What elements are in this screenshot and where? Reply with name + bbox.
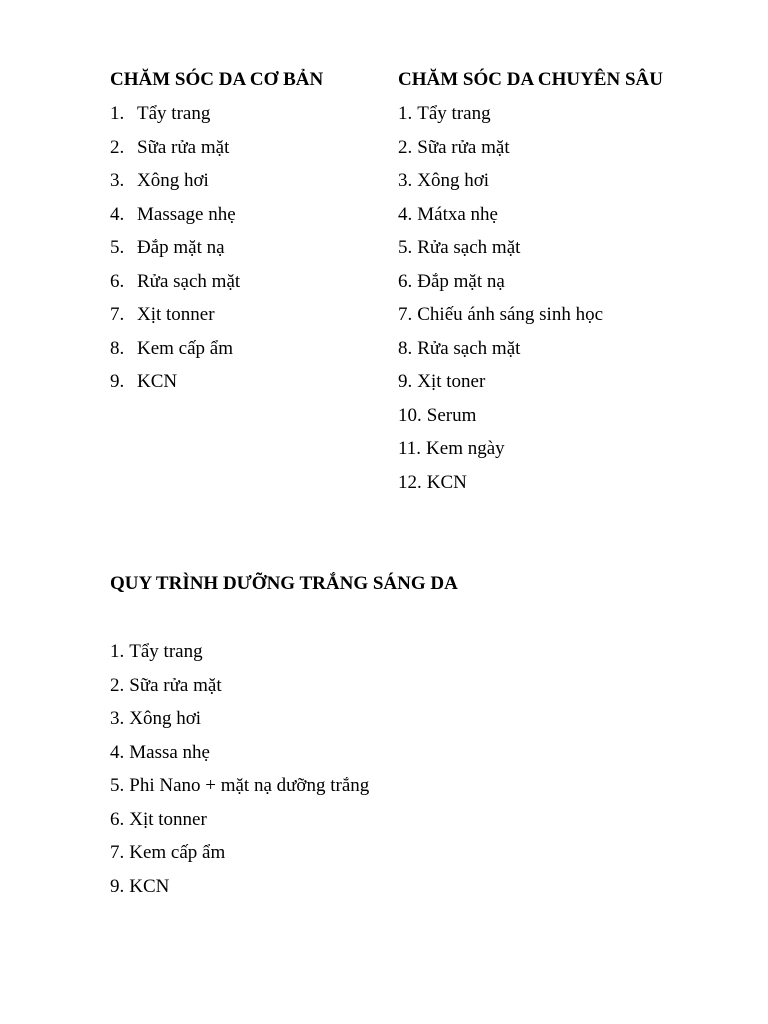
list-item <box>110 641 369 675</box>
list-item-number: 9. <box>398 371 413 392</box>
list-item <box>110 371 240 405</box>
list-item-number: 2. <box>110 136 125 158</box>
list-item-number: 1. <box>398 103 413 124</box>
list-item-text: KCN <box>129 875 170 897</box>
list-item <box>110 237 240 271</box>
list-item <box>110 675 369 709</box>
list-item-number: 2. <box>110 674 125 696</box>
list-item-number: 4. <box>110 203 125 225</box>
list-item-number: 1. <box>110 103 125 124</box>
list-item-number: 11. <box>398 438 422 459</box>
list-item-number: 2. <box>398 136 413 158</box>
list-item <box>398 137 603 171</box>
list-item-text: Serum <box>426 404 477 426</box>
list-item-text: Sữa rửa mặt <box>417 136 510 158</box>
list-item <box>110 842 369 876</box>
list-item <box>110 809 369 843</box>
basic-care-heading: CHĂM SÓC DA CƠ BẢN <box>110 69 324 90</box>
list-item <box>110 708 369 742</box>
list-item <box>398 472 603 506</box>
list-item-text: Mátxa nhẹ <box>417 203 498 225</box>
list-item <box>110 137 240 171</box>
list-item-number: 7. <box>110 842 125 863</box>
basic-care-list <box>110 103 240 405</box>
list-item-text: Massa nhẹ <box>129 741 210 763</box>
list-item-number: 9. <box>110 371 125 392</box>
list-item <box>398 438 603 472</box>
list-item <box>110 103 240 137</box>
list-item-text: Xông hơi <box>129 708 202 729</box>
list-item-number: 6. <box>110 808 125 830</box>
list-item-text: Rửa sạch mặt <box>417 337 521 359</box>
list-item-text: Tẩy trang <box>137 103 211 124</box>
list-item-text: Tẩy trang <box>129 641 203 662</box>
list-item-text: Sữa rửa mặt <box>129 674 222 696</box>
list-item-number: 7. <box>110 304 125 325</box>
list-item-text: Xịt tonner <box>137 304 215 325</box>
list-item-number: 8. <box>110 337 125 359</box>
list-item-text: Tẩy trang <box>417 103 491 124</box>
list-item-text: Sữa rửa mặt <box>137 136 230 158</box>
list-item-number: 5. <box>110 775 125 796</box>
list-item-text: Phi Nano + mặt nạ dưỡng trắng <box>129 775 370 796</box>
list-item-number: 4. <box>398 203 413 225</box>
list-item-text: Massage nhẹ <box>137 203 236 225</box>
list-item-number: 4. <box>110 741 125 763</box>
list-item-number: 5. <box>110 237 125 258</box>
list-item <box>110 170 240 204</box>
list-item <box>398 271 603 305</box>
list-item-text: Xịt toner <box>417 371 486 392</box>
list-item-text: Đắp mặt nạ <box>137 237 225 258</box>
list-item-number: 7. <box>398 304 413 325</box>
whitening-list <box>110 641 369 909</box>
list-item-text: Rửa sạch mặt <box>137 270 241 292</box>
list-item <box>110 338 240 372</box>
list-item <box>398 338 603 372</box>
list-item-text: Xông hơi <box>417 170 490 191</box>
deep-care-list <box>398 103 603 505</box>
list-item <box>110 742 369 776</box>
list-item-number: 9. <box>110 875 125 897</box>
list-item <box>398 170 603 204</box>
list-item-number: 8. <box>398 337 413 359</box>
deep-care-heading: CHĂM SÓC DA CHUYÊN SÂU <box>398 69 663 90</box>
list-item-number: 10. <box>398 404 422 426</box>
list-item-number: 3. <box>398 170 413 191</box>
list-item-number: 3. <box>110 170 125 191</box>
list-item <box>110 204 240 238</box>
list-item-number: 1. <box>110 641 125 662</box>
list-item-number: 12. <box>398 471 422 493</box>
list-item <box>398 103 603 137</box>
list-item <box>110 271 240 305</box>
list-item-text: Rửa sạch mặt <box>417 237 521 258</box>
list-item-text: Đắp mặt nạ <box>417 270 505 292</box>
list-item <box>398 405 603 439</box>
list-item-text: Xông hơi <box>137 170 209 191</box>
list-item-number: 5. <box>398 237 413 258</box>
list-item-number: 3. <box>110 708 125 729</box>
list-item-text: KCN <box>426 471 467 493</box>
list-item <box>398 204 603 238</box>
list-item <box>398 304 603 338</box>
list-item-text: Kem ngày <box>426 438 505 459</box>
list-item-number: 6. <box>398 270 413 292</box>
whitening-heading: QUY TRÌNH DƯỠNG TRẮNG SÁNG DA <box>110 573 458 594</box>
list-item-text: Chiếu ánh sáng sinh học <box>417 304 604 325</box>
list-item-text: Kem cấp ẩm <box>129 842 226 863</box>
list-item <box>110 775 369 809</box>
list-item <box>398 237 603 271</box>
list-item-text: Xịt tonner <box>129 808 207 830</box>
list-item-text: KCN <box>137 371 178 392</box>
list-item-number: 6. <box>110 270 125 292</box>
list-item-text: Kem cấp ẩm <box>137 337 234 359</box>
list-item <box>110 304 240 338</box>
list-item <box>398 371 603 405</box>
list-item <box>110 876 369 910</box>
